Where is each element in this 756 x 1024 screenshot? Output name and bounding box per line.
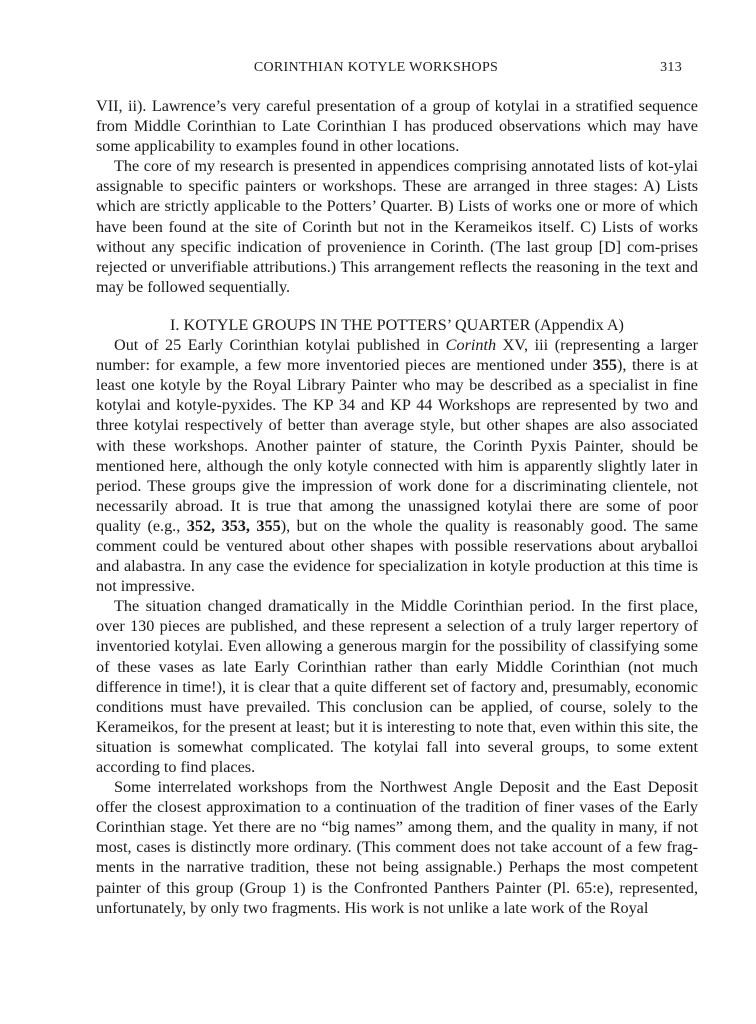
paragraph-1: VII, ii). Lawrence’s very careful presentation of a group of kotylai in a stratified sequence from Middle Corinthian to Late Corinthian I has produced observations which may have some applicability to examples found in other locations. [96,97,698,156]
running-head [96,60,696,80]
paragraph-3-bold-2: 352, 353, 355 [186,516,281,535]
paragraph-3-text-4: ), but on the whole the quality is reasonably good. The same comment could be ventured about other shapes with possible reservations about aryballoi and alabastra. In any case the evidence for specialization in kotyle production at this time is not impressive. [96,516,698,596]
page-number: 313 [660,60,682,75]
section-heading: I. KOTYLE GROUPS IN THE POTTERS’ QUARTER (Appendix A) [170,315,624,334]
paragraph-3-text-3: ), there is at least one kotyle by the Royal Library Painter who may be described as a specialist in fine kotylai and kotyle-pyxides. The KP 34 and KP 44 Workshops are represented by two and three kotylai respectively of better than average style, but other shapes are also associated with these workshops. Another painter of stature, the Corinth Pyxis Painter, should be mentioned here, although the only kotyle connected with him is apparently slightly later in period. These groups give the impression of work done for a discriminating clientele, not necessarily abroad. It is true that among the unassigned kotylai there are some of poor quality (e.g., [96,356,698,535]
paragraph-3-italic: Corinth [445,336,497,355]
paragraph-3-bold-1: 355 [592,356,618,375]
paragraph-5: Some interrelated workshops from the Northwest Angle Deposit and the East Deposit offer the closest approximation to a continuation of the tradition of finer vases of the Early Corinthian stage. Yet there are no “big names” among them, and the quality in many, if not most, cases is distinctly more ordinary. (This comment does not take account of a few frag-ments in the narrative tradition, these not being assignable.) Perhaps the most competent painter of this group (Group 1) is the Confronted Panthers Painter (Pl. 65:e), represented, unfortunately, by only two fragments. His work is not unlike a late work of the Royal [96,778,698,917]
paragraph-3-text-1: Out of 25 Early Corinthian kotylai published in [114,336,446,355]
paragraph-4: The situation changed dramatically in the Middle Corinthian period. In the first place, over 130 pieces are published, and these represent a selection of a truly larger repertory of inventoried kotylai. Even allowing a generous margin for the possibility of classifying some of these vases as late Early Corinthian rather than early Middle Corinthian (not much difference in time!), it is clear that a quite different set of factory and, presumably, economic conditions must have prevailed. This conclusion can be applied, of course, solely to the Kerameikos, for the present at least; but it is interesting to note that, even within this site, the situation is somewhat complicated. The kotylai fall into several groups, to some extent according to find places. [96,597,698,776]
body-text [96,96,698,918]
running-head-title: CORINTHIAN KOTYLE WORKSHOPS [253,60,499,75]
paragraph-2: The core of my research is presented in appendices comprising annotated lists of kot-ylai assignable to specific painters or workshops. These are arranged in three stages: A) Lists which are strictly applicable to the Potters’ Quarter. B) Lists of works one or more of which have been found at the site of Corinth but not in the Kerameikos itself. C) Lists of works without any specific indication of provenience in Corinth. (The last group [D] com-prises rejected or unverifiable attributions.) This arrangement reflects the reasoning in the text and may be followed sequentially. [96,157,698,296]
paragraph-3 [96,335,698,596]
paragraph-3-text-2: XV, iii (representing a larger number: for example, a few more inventoried pieces are mentioned under [96,336,698,375]
